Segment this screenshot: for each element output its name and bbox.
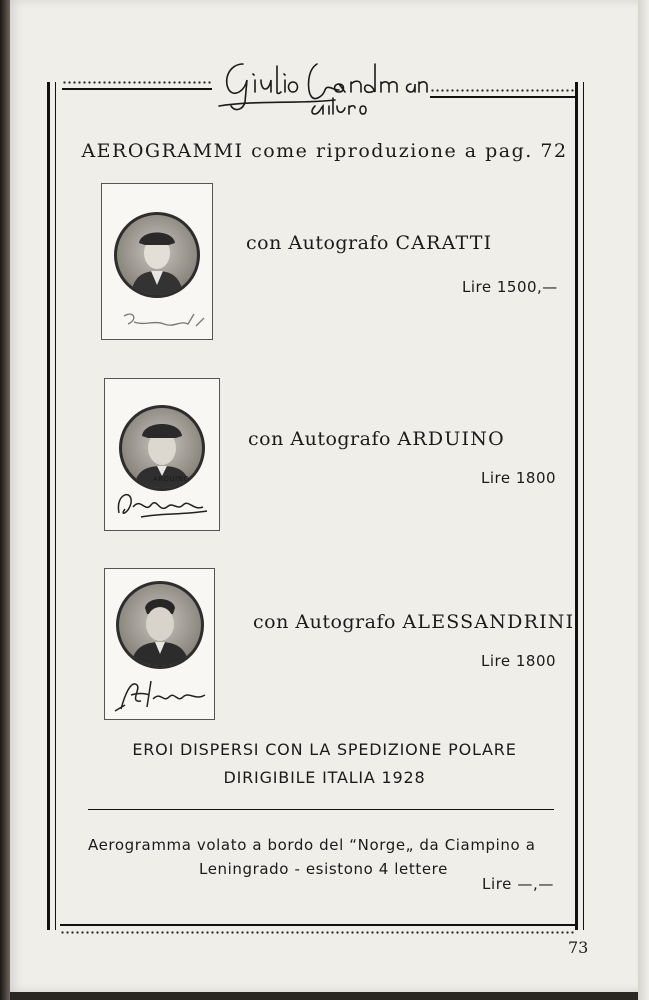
note-price: Lire —,— — [482, 875, 554, 893]
autograph-prefix: con Autografo — [246, 232, 389, 254]
frame-bottom-dots — [60, 930, 576, 935]
frame-top-dots-left — [62, 80, 212, 85]
caption-line-1: EROI DISPERSI CON LA SPEDIZIONE POLARE — [132, 740, 517, 759]
autograph-line-arduino — [248, 428, 505, 450]
frame-left-border — [47, 82, 56, 930]
caption-line-2: DIRIGIBILE ITALIA 1928 — [223, 768, 426, 787]
pilot-portrait-image — [119, 584, 201, 666]
page-number: 73 — [568, 938, 589, 957]
note-line-1: Aerogramma volato a bordo del “Norge„ da Ciampino a — [88, 836, 536, 854]
frame-top-dots-right — [430, 88, 575, 93]
price-alessandrini: Lire 1800 — [481, 652, 557, 670]
pilot-portrait-image — [117, 215, 197, 295]
signature-caratti — [114, 304, 209, 334]
autograph-prefix: con Autografo — [248, 428, 391, 450]
portrait-caratti — [114, 212, 200, 298]
stamp-alessandrini — [104, 568, 215, 720]
page-heading: AEROGRAMMI come riproduzione a pag. 72 — [81, 140, 568, 162]
frame-top-rule-right — [430, 96, 575, 98]
price-caratti: Lire 1500,— — [462, 278, 558, 296]
frame-right-border — [575, 82, 584, 930]
portrait-alessandrini — [116, 581, 204, 669]
stamp-arduino — [104, 378, 220, 531]
frame-top-rule-left — [62, 88, 212, 90]
signature-alessandrini — [111, 673, 211, 717]
autograph-name: CARATTI — [395, 232, 493, 254]
autograph-line-alessandrini — [253, 611, 574, 633]
section-divider — [88, 809, 554, 810]
price-arduino: Lire 1800 — [481, 469, 557, 487]
giulio-landman-logo — [215, 50, 430, 120]
stamp-caption-arduino: ARDUINO — [153, 475, 190, 483]
autograph-line-caratti — [246, 232, 492, 254]
signature-arduino — [111, 483, 215, 525]
autograph-name: ARDUINO — [397, 428, 505, 450]
frame-bottom-rule — [60, 924, 576, 926]
autograph-prefix: con Autografo — [253, 611, 396, 633]
stamp-caratti — [101, 183, 213, 340]
note-line-2: Leningrado - esistono 4 lettere — [199, 860, 448, 878]
autograph-name: ALESSANDRINI — [402, 611, 575, 633]
